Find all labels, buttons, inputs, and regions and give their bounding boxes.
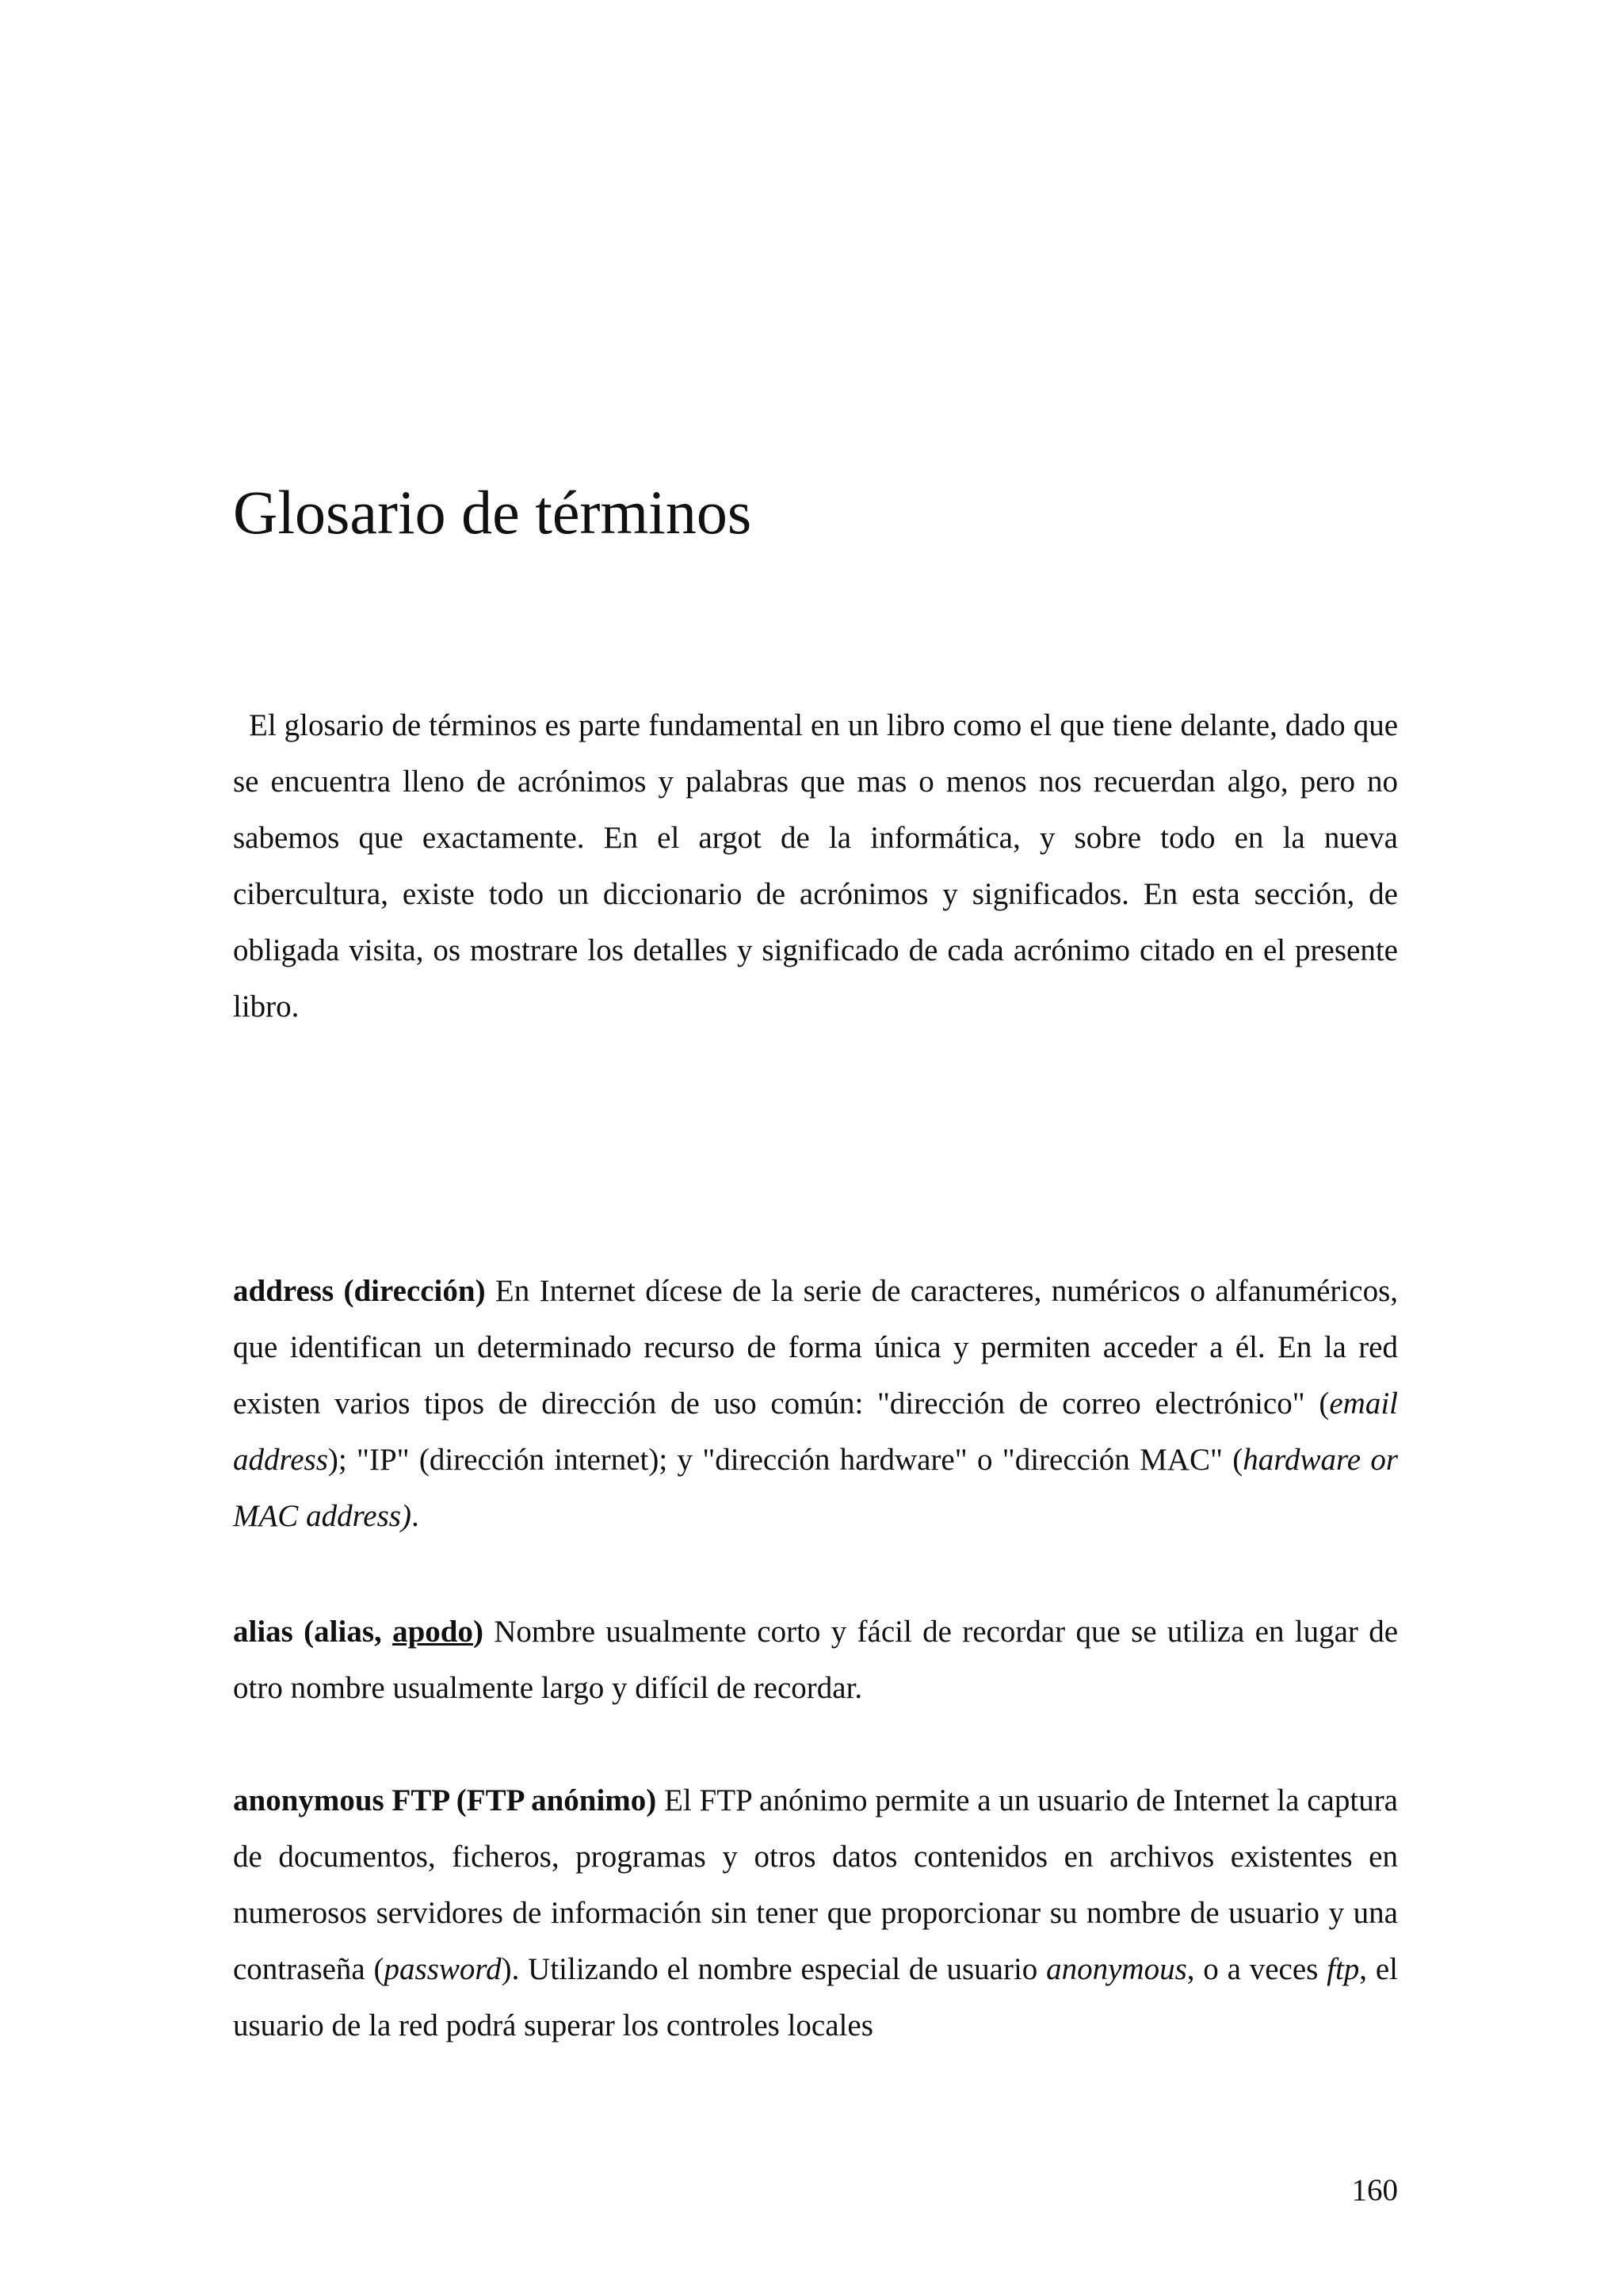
glossary-entry-address <box>233 1263 1398 1544</box>
definition-text: , o a veces <box>1186 1952 1327 1986</box>
intro-paragraph: El glosario de términos es parte fundamental en un libro como el que tiene delante, dado que se encuentra lleno de acrónimos y palabras que mas o menos nos recuerdan algo, pero no sabemos que exactamente. En el argot de la informática, y sobre todo en la nueva cibercultura, existe todo un diccionario de acrónimos y significados. En esta sección, de obligada visita, os mostrare los detalles y significado de cada acrónimo citado en el presente libro. <box>233 708 1398 1024</box>
definition-italic: ftp <box>1327 1952 1360 1986</box>
definition-text: ). Utilizando el nombre especial de usuario <box>501 1952 1047 1986</box>
page-title: Glosario de términos <box>233 478 752 547</box>
glossary-entry-anonymous-ftp <box>233 1772 1398 2054</box>
glossary-term-start: alias (alias, <box>233 1615 393 1649</box>
definition-text: En Internet dícese de la serie de caracteres, numéricos o alfanuméricos, que identifican un determinado recurso de forma única y permiten acceder a él. En la red existen varios tipos de dirección de uso común: "dirección de correo electrónico" ( <box>233 1274 1398 1421</box>
definition-text: . <box>411 1499 419 1533</box>
definition-italic: email address <box>233 1386 1398 1477</box>
definition-italic: password <box>384 1952 502 1986</box>
definition-text: El FTP anónimo permite a un usuario de Internet la captura de documentos, ficheros, programas y otros datos contenidos en archivos existentes en numerosos servidores de información sin tener que proporcionar su nombre de usuario y una contraseña ( <box>233 1783 1398 1986</box>
glossary-entry-alias <box>233 1604 1398 1716</box>
definition-text: Nombre usualmente corto y fácil de recordar que se utiliza en lugar de otro nombre usualmente largo y difícil de recordar. <box>233 1615 1398 1705</box>
definition-italic: anonymous <box>1046 1952 1187 1986</box>
glossary-term-end: ) <box>472 1615 483 1649</box>
definition-text: ); "IP" (dirección internet); y "dirección hardware" o "dirección MAC" ( <box>327 1443 1243 1477</box>
apodo-link[interactable]: apodo <box>392 1615 473 1649</box>
page-number: 160 <box>1351 2173 1398 2207</box>
glossary-term: anonymous FTP (FTP anónimo) <box>233 1783 657 1817</box>
definition-text: , el usuario de la red podrá superar los controles locales <box>233 1952 1398 2042</box>
definition-italic: hardware or MAC address) <box>233 1443 1398 1533</box>
glossary-term: address (dirección) <box>233 1274 486 1308</box>
glossary-term <box>233 1615 483 1649</box>
